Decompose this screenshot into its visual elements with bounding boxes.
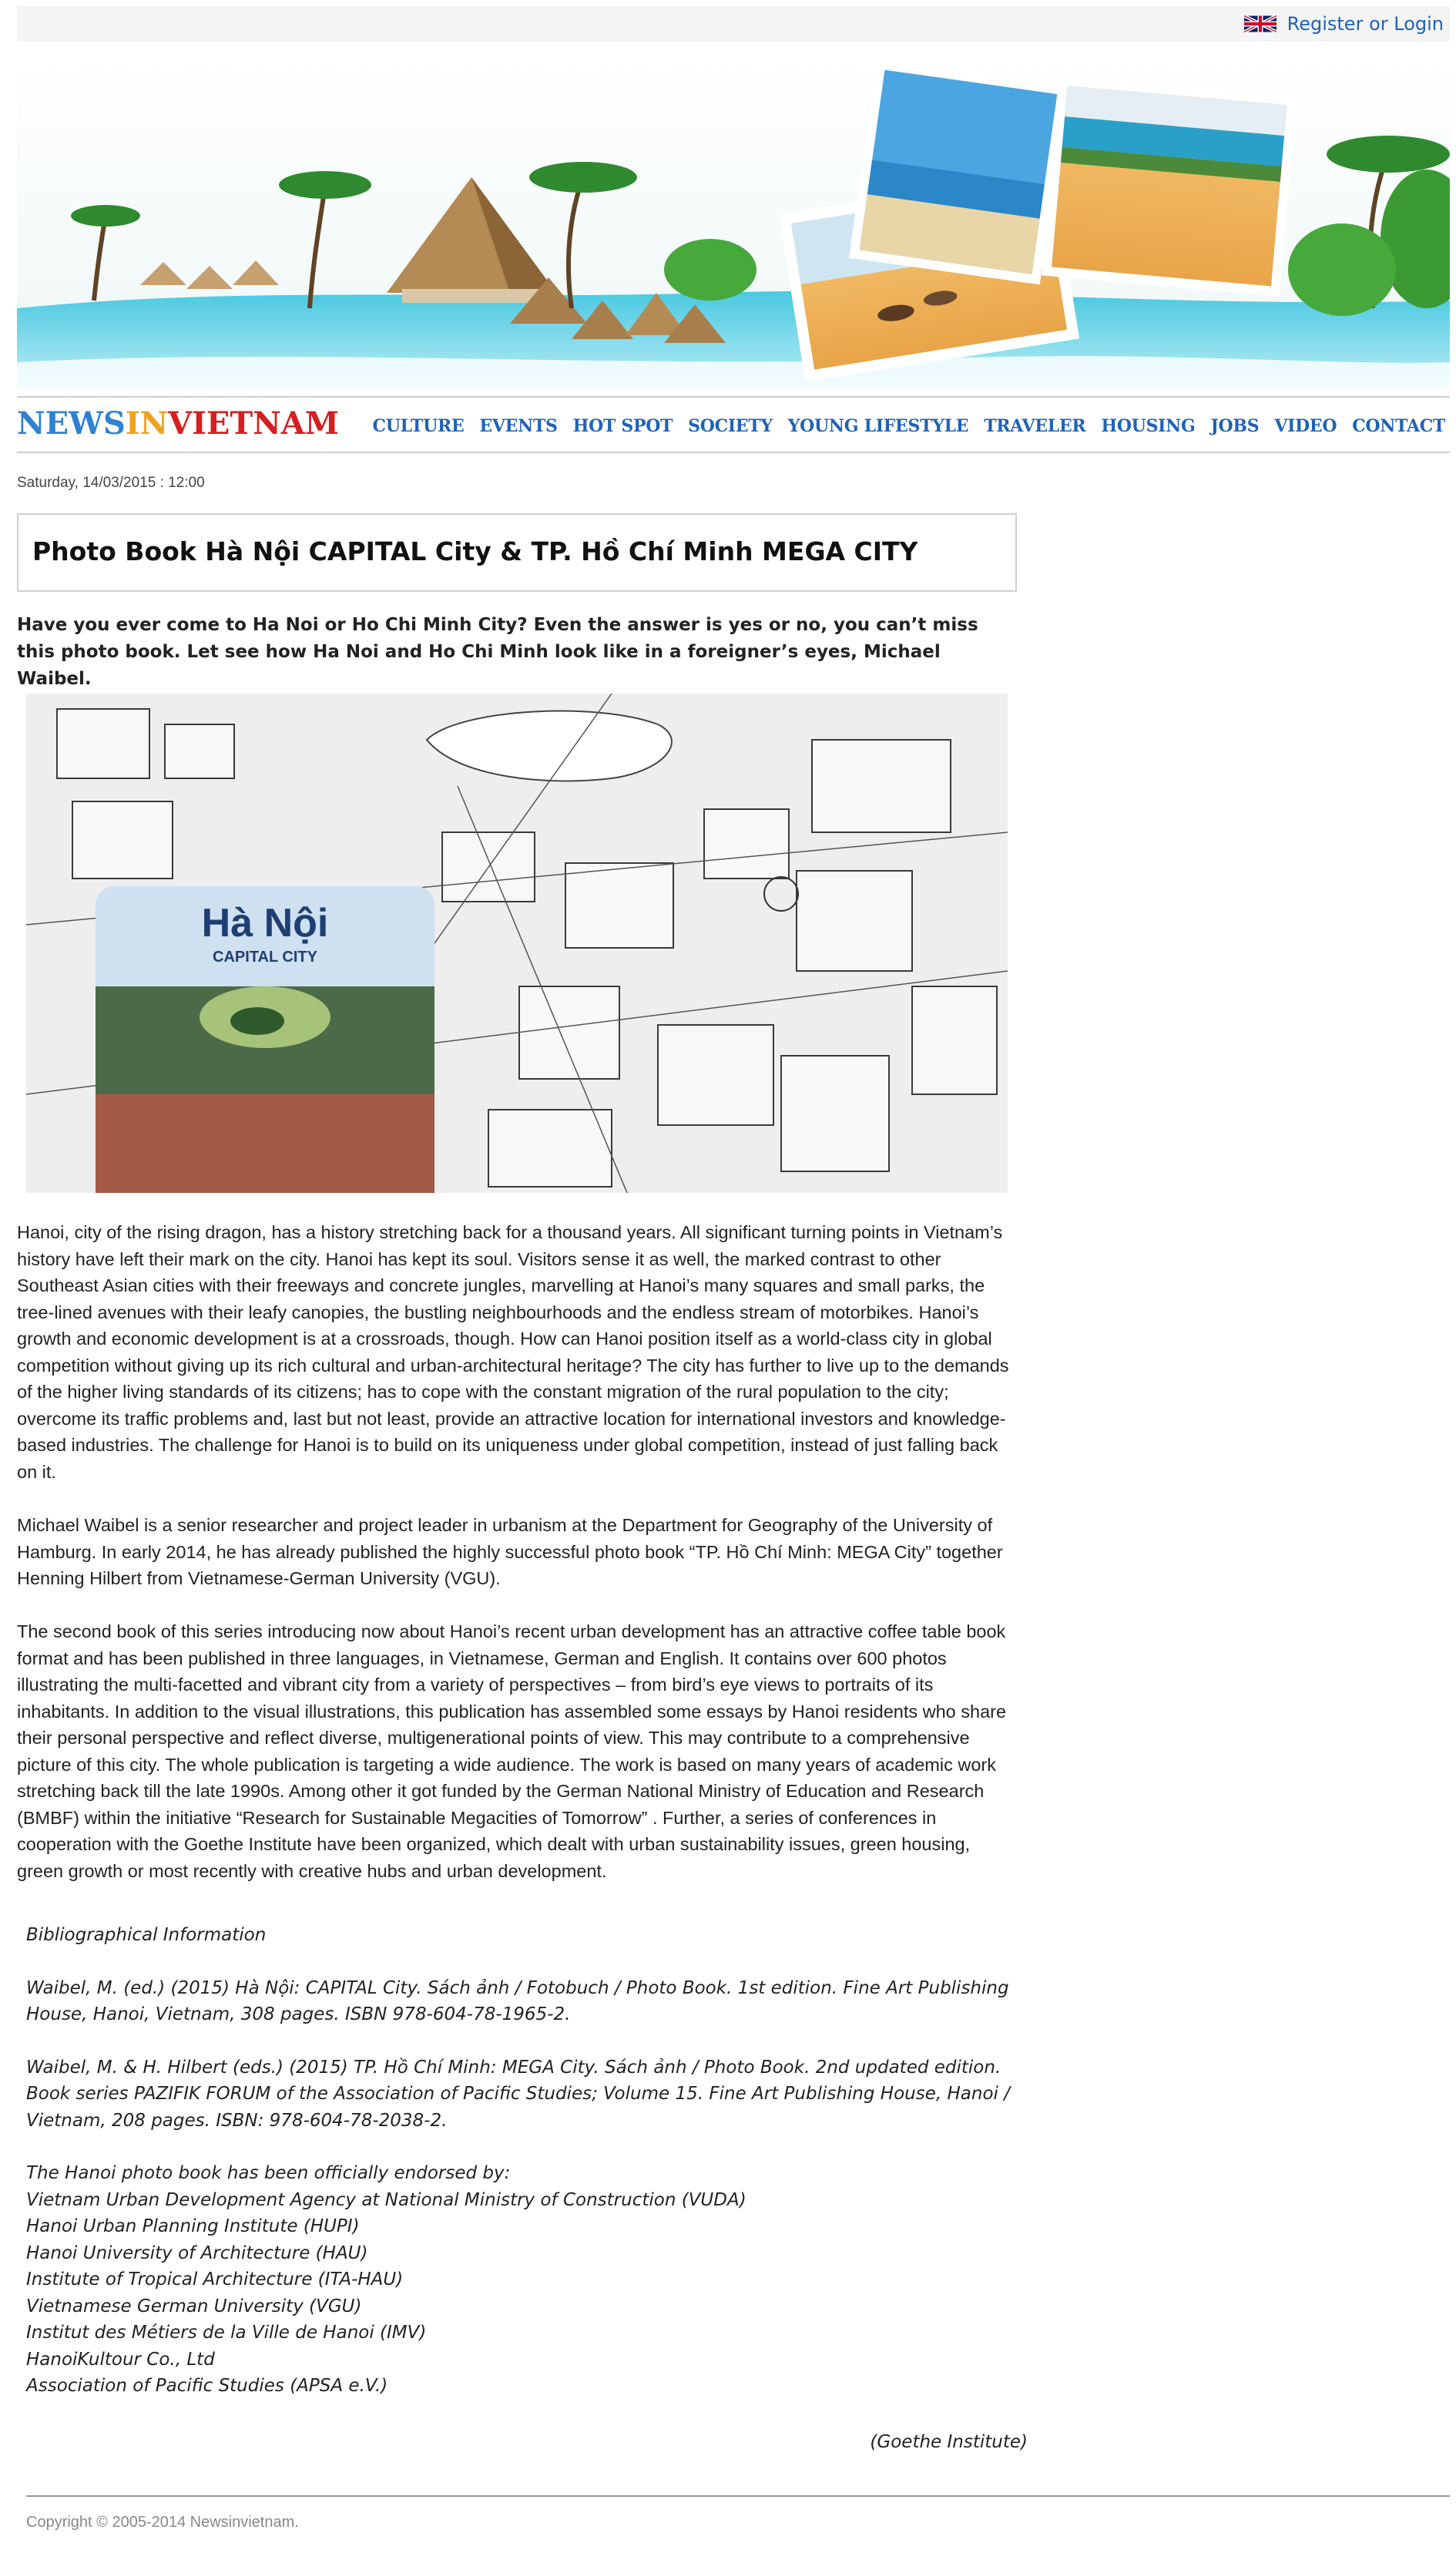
article-credit: (Goethe Institute)	[870, 2432, 1028, 2452]
nav-hot-spot[interactable]: HOT SPOT	[572, 416, 673, 436]
book-cover-subtitle: CAPITAL CITY	[213, 949, 317, 966]
endorser-item: Hanoi University of Architecture (HAU)	[26, 2243, 368, 2263]
nav-housing[interactable]: HOUSING	[1101, 416, 1196, 436]
logo-part-news: NEWS	[17, 405, 126, 442]
header-banner	[17, 54, 1450, 388]
article-lead: Have you ever come to Ha Noi or Ho Chi Minh City? Even the answer is yes or no, you can’t miss this photo book. Let see how Ha Noi and Ho Chi Minh look like in a foreigner’s eyes, Michael Waibel.	[17, 615, 978, 689]
article-paragraph-2: Michael Waibel is a senior researcher and project leader in urbanism at the Department for Geography of the University of Hamburg. In early 2014, he has already published the highly successful photo book “TP. Hồ Chí Minh: MEGA City” together Henning Hilbert from Vietnamese-German University (VGU).	[17, 1515, 1003, 1588]
endorser-item: Vietnamese German University (VGU)	[26, 2296, 362, 2316]
uk-flag-icon[interactable]	[1244, 12, 1277, 35]
top-bar	[17, 6, 1450, 42]
article-image	[26, 694, 1008, 1193]
nav-bottom-rule	[17, 452, 1450, 453]
endorser-item: Institut des Métiers de la Ville de Hanoi (IMV)	[26, 2323, 427, 2343]
nav-young-lifestyle[interactable]: YOUNG LIFESTYLE	[787, 416, 969, 436]
main-nav	[373, 416, 1445, 436]
biblio-heading: Bibliographical Information	[26, 1925, 267, 1945]
register-login-link[interactable]: Register or Login	[1287, 13, 1444, 35]
nav-society[interactable]: SOCIETY	[688, 416, 773, 436]
article-date: Saturday, 14/03/2015 : 12:00	[17, 475, 205, 491]
nav-top-rule	[17, 396, 1450, 398]
endorsed-heading: The Hanoi photo book has been officially endorsed by:	[26, 2163, 511, 2183]
endorser-item: Vietnam Urban Development Agency at National Ministry of Construction (VUDA)	[26, 2189, 746, 2210]
logo-part-in: IN	[125, 405, 169, 442]
login-area	[1244, 6, 1444, 42]
endorser-item: Institute of Tropical Architecture (ITA-HAU)	[26, 2269, 404, 2290]
article-paragraph-3: The second book of this series introducing now about Hanoi’s recent urban development has an attractive coffee table book format and has been published in three languages, in Vietnamese, German and English. It contains over 600 photos illustrating the multi-facetted and vibrant city from a variety of perspectives – from bird’s eye views to portraits of its inhabitants. In addition to the visual illustrations, this publication has assembled some essays by Hanoi residents who share their personal perspective and reflect diverse, multigenerational points of view. This may contribute to a comprehensive picture of this city. The whole publication is targeting a wide audience. The work is based on many years of academic work stretching back till the late 1990s. Among other it got funded by the German National Ministry of Education and Research (BMBF) within the initiative “Research for Sustainable Megacities of Tomorrow” . Further, a series of conferences in cooperation with the Goethe Institute have been organized, which dealt with urban sustainability issues, green housing, green growth or most recently with creative hubs and urban development.	[17, 1621, 1007, 1881]
bibliography	[26, 1922, 1028, 2400]
nav-events[interactable]: EVENTS	[479, 416, 558, 436]
endorser-item: HanoiKultour Co., Ltd	[26, 2349, 215, 2370]
copyright: Copyright © 2005-2014 Newsinvietnam.	[26, 2514, 299, 2531]
nav-contact[interactable]: CONTACT	[1352, 416, 1445, 436]
article-paragraph-1: Hanoi, city of the rising dragon, has a history stretching back for a thousand years. All significant turning points in Vietnam’s history have left their mark on the city. Hanoi has kept its soul. Visitors sense it as well, the marked contrast to other Southeast Asian cities with their freeways and concrete jungles, marvelling at Hanoi’s many squares and small parks, the tree-lined avenues with their leafy canopies, the bustling neighbourhoods and the endless stream of motorbikes. Hanoi’s growth and economic development is at a crossroads, though. How can Hanoi position itself as a world-class city in global competition without giving up its rich cultural and urban-architectural heritage? The city has further to live up to the demands of the higher living standards of its citizens; has to cope with the constant migration of the rural population to the city; overcome its traffic problems and, last but not least, provide an attractive location for international investors and knowledge-based industries. The challenge for Hanoi is to build on its uniqueness under global competition, instead of just falling back on it.	[17, 1222, 1009, 1482]
logo-part-vietnam: VIETNAM	[168, 405, 340, 442]
endorser-item: Hanoi Urban Planning Institute (HUPI)	[26, 2216, 360, 2236]
nav-traveler[interactable]: TRAVELER	[984, 416, 1086, 436]
nav-video[interactable]: VIDEO	[1274, 416, 1337, 436]
article-title: Photo Book Hà Nội CAPITAL City & TP. Hồ Chí Minh MEGA CITY	[32, 536, 918, 566]
site-logo[interactable]	[17, 405, 339, 442]
biblio-ref-1: Waibel, M. (ed.) (2015) Hà Nội: CAPITAL City. Sách ảnh / Fotobuch / Photo Book. 1st edition. Fine Art Publishing House, Hanoi, Vietnam, 308 pages. ISBN 978-604-78-1965-2.	[26, 1977, 1009, 2024]
nav-culture[interactable]: CULTURE	[372, 416, 465, 436]
article-title-box	[17, 513, 1017, 592]
biblio-ref-2: Waibel, M. & H. Hilbert (eds.) (2015) TP. Hồ Chí Minh: MEGA City. Sách ảnh / Photo Book. 2nd updated edition. Book series PAZIFIK FORUM of the Association of Pacific Studies; Volume 15. Fine Art Publishing House, Hanoi / Vietnam, 208 pages. ISBN: 978-604-78-2038-2.	[26, 2057, 1010, 2131]
nav-jobs[interactable]: JOBS	[1210, 416, 1260, 436]
endorser-item: Association of Pacific Studies (APSA e.V.)	[26, 2376, 388, 2396]
book-cover-title: Hà Nội	[201, 901, 329, 946]
footer-rule	[26, 2495, 1450, 2497]
